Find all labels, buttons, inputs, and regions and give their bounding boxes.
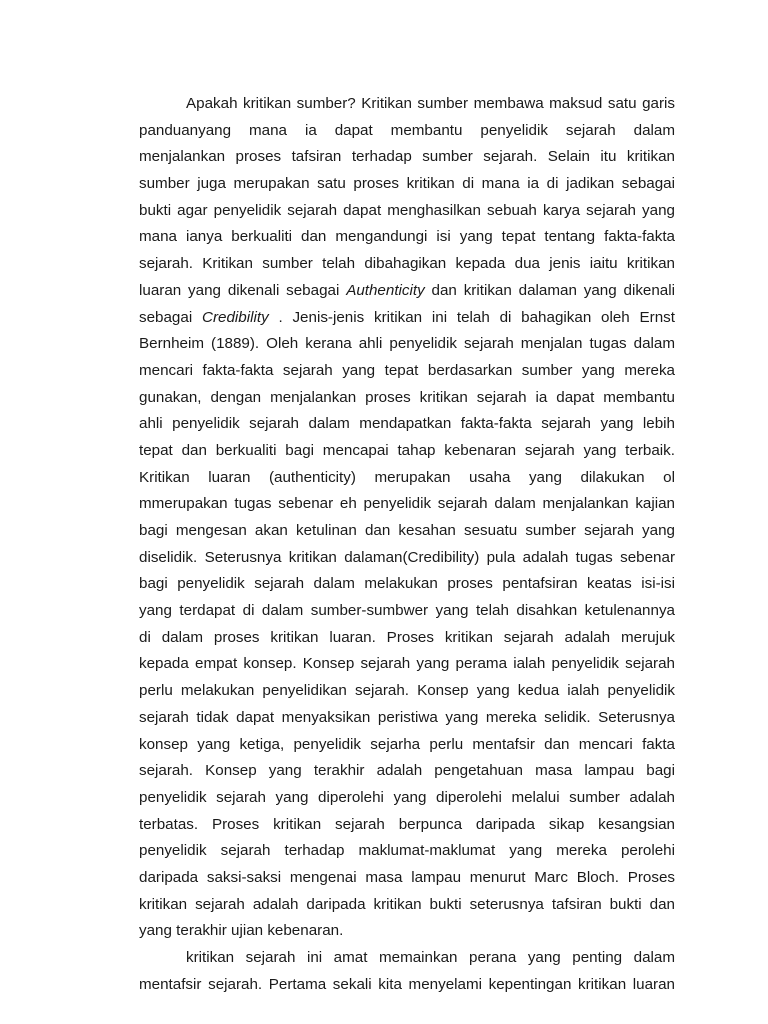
text-segment: sebagai — [139, 308, 202, 326]
text-line — [139, 198, 675, 225]
text-segment: kepada empat konsep. Konsep sejarah yang perama ialah penyelidik sejarah — [139, 655, 675, 673]
paragraph — [139, 91, 675, 945]
text-segment: Apakah kritikan sumber? Kritikan sumber membawa maksud satu garis — [186, 95, 675, 112]
text-segment: yang terdapat di dalam sumber-sumbwer yang telah disahkan ketulenannya — [139, 602, 675, 620]
text-line — [139, 251, 675, 278]
text-line — [139, 865, 675, 892]
text-segment: mencari fakta-fakta sejarah yang tepat berdasarkan sumber yang mereka — [139, 361, 675, 379]
text-segment: diselidik. Seterusnya kritikan dalaman(Credibility) pula adalah tugas sebenar — [139, 548, 675, 566]
text-segment: kritikan sejarah adalah daripada kritikan bukti seterusnya tafsiran bukti dan — [139, 895, 675, 913]
paragraph — [139, 945, 675, 998]
text-line — [139, 758, 675, 785]
text-segment: bagi penyelidik sejarah dalam melakukan proses pentafsiran keatas isi-isi — [139, 575, 675, 593]
text-segment: perlu melakukan penyelidikan sejarah. Konsep yang kedua ialah penyelidik — [139, 682, 675, 700]
text-line — [139, 465, 675, 492]
text-segment: sejarah. Kritikan sumber telah dibahagikan kepada dua jenis iaitu kritikan — [139, 255, 675, 273]
text-segment: kritikan sejarah ini amat memainkan perana yang penting dalam — [186, 949, 675, 966]
text-line — [139, 918, 675, 945]
text-line — [139, 518, 675, 545]
text-segment: daripada saksi-saksi mengenai masa lampau menurut Marc Bloch. Proses — [139, 868, 675, 886]
text-segment: gunakan, dengan menjalankan proses kritikan sejarah ia dapat membantu — [139, 388, 675, 406]
text-line — [139, 625, 675, 652]
text-segment: di dalam proses kritikan luaran. Proses kritikan sejarah adalah merujuk — [139, 628, 675, 646]
text-line — [139, 144, 675, 171]
text-segment: sejarah. Konsep yang terakhir adalah pengetahuan masa lampau bagi — [139, 762, 675, 780]
text-line — [139, 838, 675, 865]
text-line — [139, 491, 675, 518]
text-segment: yang terakhir ujian kebenaran. — [139, 922, 344, 940]
text-segment: menjalankan proses tafsiran terhadap sumber sejarah. Selain itu kritikan — [139, 148, 675, 166]
text-line — [139, 598, 675, 625]
text-line — [139, 705, 675, 732]
italic-term: Credibility — [201, 308, 269, 326]
text-line — [139, 358, 675, 385]
text-segment: penyelidik sejarah yang diperolehi yang diperolehi melalui sumber adalah — [139, 788, 675, 806]
text-line — [139, 305, 675, 332]
text-segment: mmerupakan tugas sebenar eh penyelidik sejarah dalam menjalankan kajian — [139, 495, 675, 513]
text-line — [139, 571, 675, 598]
text-segment: penyelidik sejarah terhadap maklumat-maklumat yang mereka perolehi — [139, 842, 675, 860]
text-line — [139, 945, 675, 972]
text-segment: . Jenis-jenis kritikan ini telah di bahagikan oleh Ernst — [268, 308, 675, 326]
text-line — [139, 438, 675, 465]
text-line — [139, 972, 675, 999]
text-line — [139, 385, 675, 412]
text-segment: sejarah tidak dapat menyaksikan peristiwa yang mereka selidik. Seterusnya — [139, 708, 675, 726]
italic-term: Authenticity — [346, 281, 425, 299]
text-line — [139, 812, 675, 839]
text-line — [139, 892, 675, 919]
text-segment: konsep yang ketiga, penyelidik sejarha perlu mentafsir dan mencari fakta — [139, 735, 675, 753]
text-line — [139, 331, 675, 358]
text-segment: Bernheim (1889). Oleh kerana ahli penyelidik sejarah menjalan tugas dalam — [139, 335, 675, 353]
text-line — [139, 651, 675, 678]
text-segment: ahli penyelidik sejarah dalam mendapatkan fakta-fakta sejarah yang lebih — [139, 415, 675, 433]
text-segment: bukti agar penyelidik sejarah dapat menghasilkan sebuah karya sejarah yang — [139, 201, 675, 219]
text-segment: panduanyang mana ia dapat membantu penyelidik sejarah dalam — [139, 121, 675, 139]
text-line — [139, 278, 675, 305]
text-segment: mentafsir sejarah. Pertama sekali kita menyelami kepentingan kritikan luaran — [139, 975, 675, 993]
text-line — [139, 785, 675, 812]
text-line — [139, 91, 675, 118]
text-segment: dan kritikan dalaman yang dikenali — [424, 281, 675, 299]
text-segment: bagi mengesan akan ketulinan dan kesahan sesuatu sumber sejarah yang — [139, 522, 675, 539]
document-body — [139, 91, 675, 998]
text-segment: tepat dan berkualiti bagi mencapai tahap kebenaran sejarah yang terbaik. — [139, 441, 675, 459]
text-segment: Kritikan luaran (authenticity) merupakan usaha yang dilakukan ol — [139, 468, 675, 486]
text-line — [139, 171, 675, 198]
text-segment: sumber juga merupakan satu proses kritikan di mana ia di jadikan sebagai — [139, 175, 675, 193]
text-line — [139, 545, 675, 572]
text-segment: luaran yang dikenali sebagai — [139, 281, 347, 299]
text-line — [139, 224, 675, 251]
text-segment: mana ianya berkualiti dan mengandungi isi yang tepat tentang fakta-fakta — [139, 228, 675, 246]
text-segment: terbatas. Proses kritikan sejarah berpunca daripada sikap kesangsian — [139, 815, 675, 833]
text-line — [139, 118, 675, 145]
text-line — [139, 678, 675, 705]
text-line — [139, 732, 675, 759]
text-line — [139, 411, 675, 438]
